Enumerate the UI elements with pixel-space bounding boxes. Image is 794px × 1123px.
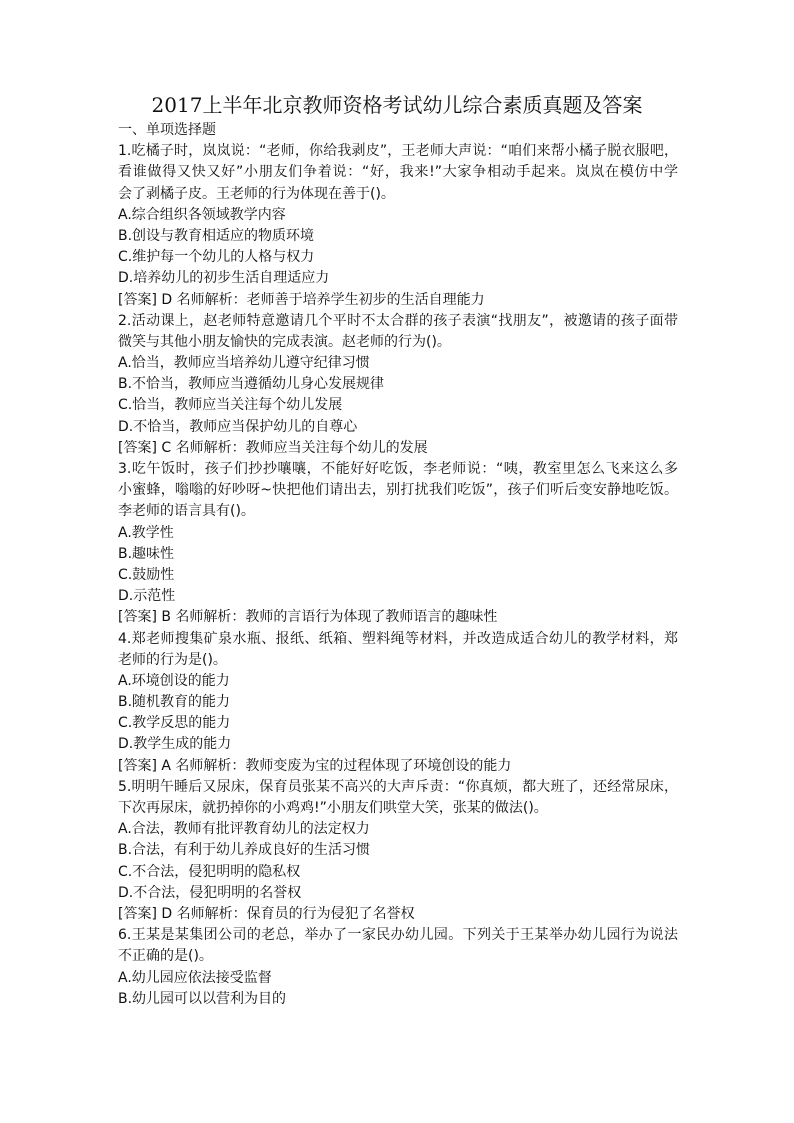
- text-line: 看谁做得又快又好”小朋友们争着说：“好，我来!”大家争相动手起来。岚岚在模仿中学: [118, 164, 678, 181]
- text-line: B.随机教育的能力: [118, 694, 231, 711]
- text-line: 下次再尿床，就扔掉你的小鸡鸡!”小朋友们哄堂大笑，张某的做法()。: [118, 800, 548, 816]
- text-line: 一、单项选择题: [118, 122, 216, 138]
- text-line: A.综合组织各领域教学内容: [118, 206, 286, 223]
- text-line: 1.吃橘子时，岚岚说：“老师，你给我剥皮”，王老师大声说：“咱们来帮小橘子脱衣服吧，: [118, 143, 678, 160]
- text-line: C.维护每一个幼儿的人格与权力: [118, 249, 315, 266]
- text-line: 2.活动课上，赵老师特意邀请几个平时不太合群的孩子表演“找朋友”，被邀请的孩子面带: [118, 312, 678, 329]
- text-line: [答案] D 名师解析：保育员的行为侵犯了名誉权: [118, 905, 415, 922]
- text-line: [答案] C 名师解析：教师应当关注每个幼儿的发展: [118, 439, 428, 456]
- text-line: A.教学性: [118, 524, 174, 541]
- text-line: B.幼儿园可以以营利为目的: [118, 990, 287, 1007]
- text-line: 4.郑老师搜集矿泉水瓶、报纸、纸箱、塑料绳等材料，并改造成适合幼儿的教学材料，郑: [118, 630, 678, 647]
- text-line: D.不合法，侵犯明明的名誉权: [118, 884, 302, 901]
- document-body: [118, 120, 678, 1010]
- text-line: C.恰当，教师应当关注每个幼儿发展: [118, 397, 343, 414]
- text-line: B.不恰当，教师应当遵循幼儿身心发展规律: [118, 376, 385, 393]
- text-line: 6.王某是某集团公司的老总，举办了一家民办幼儿园。下列关于王某举办幼儿园行为说法: [118, 927, 678, 944]
- document-title: 2017上半年北京教师资格考试幼儿综合素质真题及答案: [151, 93, 643, 117]
- text-line: [答案] A 名师解析：教师变废为宝的过程体现了环境创设的能力: [118, 757, 512, 774]
- text-line: C.不合法，侵犯明明的隐私权: [118, 863, 301, 880]
- text-line: 李老师的语言具有()。: [118, 503, 255, 520]
- text-line: B.创设与教育相适应的物质环境: [118, 227, 315, 244]
- text-line: 会了剥橘子皮。王老师的行为体现在善于()。: [118, 185, 395, 202]
- text-line: D.培养幼儿的初步生活自理适应力: [118, 270, 330, 287]
- text-line: A.幼儿园应依法接受监督: [118, 969, 272, 986]
- text-line: D.教学生成的能力: [118, 736, 232, 753]
- text-line: A.恰当，教师应当培养幼儿遵守纪律习惯: [118, 355, 370, 372]
- text-line: A.环境创设的能力: [118, 672, 230, 689]
- text-line: [答案] D 名师解析：老师善于培养学生初步的生活自理能力: [118, 291, 485, 308]
- text-line: 小蜜蜂，嗡嗡的好吵呀~快把他们请出去，别打扰我们吃饭”，孩子们听后变安静地吃饭。: [118, 482, 678, 499]
- text-line: 老师的行为是()。: [118, 651, 227, 668]
- text-line: B.合法，有利于幼儿养成良好的生活习惯: [118, 842, 371, 859]
- text-line: [答案] B 名师解析：教师的言语行为体现了教师语言的趣味性: [118, 609, 498, 626]
- text-line: A.合法，教师有批评教育幼儿的法定权力: [118, 821, 370, 838]
- text-line: 微笑与其他小朋友愉快的完成表演。赵老师的行为()。: [118, 333, 451, 350]
- text-line: C.教学反思的能力: [118, 715, 231, 732]
- text-line: 3.吃午饭时，孩子们抄抄嚷嚷，不能好好吃饭，李老师说：“咦，教室里怎么飞来这么多: [118, 461, 678, 477]
- text-line: 5.明明午睡后又尿床，保育员张某不高兴的大声斥责：“你真烦，都大班了，还经常尿床，: [118, 778, 678, 795]
- text-line: B.趣味性: [118, 545, 175, 562]
- text-line: 不正确的是()。: [118, 948, 213, 965]
- text-line: D.示范性: [118, 588, 176, 605]
- text-line: C.鼓励性: [118, 566, 175, 583]
- text-line: D.不恰当，教师应当保护幼儿的自尊心: [118, 418, 358, 435]
